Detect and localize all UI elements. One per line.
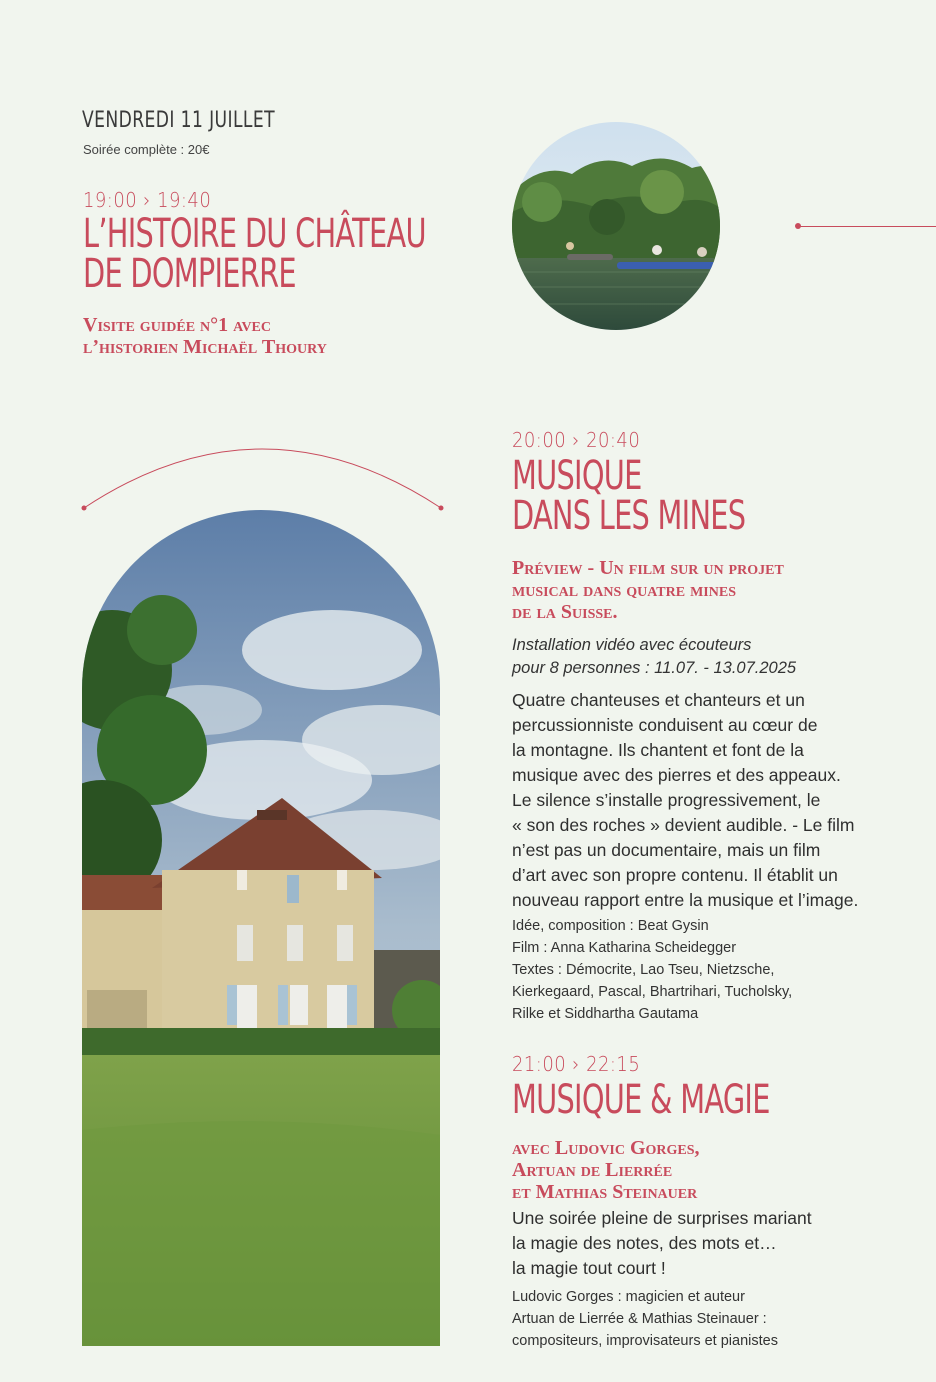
event3-credit-line-2: Artuan de Lierrée & Mathias Steinauer : (512, 1311, 767, 1327)
event2-credit-line-3: Textes : Démocrite, Lao Tseu, Nietzsche, (512, 962, 775, 978)
event2-body-line-7: n’est pas un documentaire, mais un film (512, 840, 821, 860)
event3-subtitle-line-3: et Mathias Steinauer (512, 1181, 698, 1203)
event2-italic-line-1: Installation vidéo avec écouteurs (512, 636, 752, 654)
event1-subtitle-line-2: l’historien Michaël Thoury (83, 336, 327, 358)
event2-body-line-1: Quatre chanteuses et chanteurs et un (512, 690, 805, 710)
event2-body-line-4: musique avec des pierres et des appeaux. (512, 765, 841, 785)
event-date: VENDREDI 11 JUILLET (82, 108, 275, 133)
event1-title-line-2: DE DOMPIERRE (83, 251, 296, 297)
event2-title (512, 453, 836, 539)
event3-credit-line-1: Ludovic Gorges : magicien et auteur (512, 1289, 745, 1305)
event2-credit-line-1: Idée, composition : Beat Gysin (512, 918, 709, 934)
event2-body-line-6: « son des roches » devient audible. - Le film (512, 815, 855, 835)
event2-credit-line-4: Kierkegaard, Pascal, Bhartrihari, Tucholsky, (512, 984, 793, 1000)
event2-credit-line-5: Rilke et Siddhartha Gautama (512, 1006, 699, 1022)
event2-description (512, 688, 858, 913)
event2-italic-line-2: pour 8 personnes : 11.07. - 13.07.2025 (512, 659, 797, 677)
canoe-photo (512, 122, 720, 330)
event3-subtitle-line-2: Artuan de Lierrée (512, 1159, 673, 1181)
event2-body-line-8: d’art avec son propre contenu. Il établit un (512, 865, 838, 885)
event2-time: 20:00 › 20:40 (512, 428, 641, 452)
event3-title (512, 1077, 870, 1123)
event1-subtitle-line-1: Visite guidée n°1 avec (83, 314, 272, 336)
event3-body-line-1: Une soirée pleine de surprises mariant (512, 1208, 812, 1228)
event3-credits (512, 1286, 778, 1352)
event2-subtitle-line-1: Préview - Un film sur un projet (512, 557, 784, 579)
event3-subtitle (512, 1137, 700, 1203)
event3-credit-line-3: compositeurs, improvisateurs et pianistes (512, 1333, 778, 1349)
event2-credit-line-2: Film : Anna Katharina Scheidegger (512, 940, 737, 956)
castle-photo (82, 510, 440, 1346)
event1-title-line-1: L’HISTOIRE DU CHÂTEAU (83, 211, 426, 257)
price-info: Soirée complète : 20€ (83, 142, 210, 157)
event3-time: 21:00 › 22:15 (512, 1052, 641, 1076)
event1-subtitle (83, 314, 327, 358)
event1-time: 19:00 › 19:40 (83, 188, 212, 212)
event2-body-line-5: Le silence s’installe progressivement, le (512, 790, 821, 810)
event2-title-line-2: DANS LES MINES (512, 493, 746, 539)
event2-subtitle-line-2: musical dans quatre mines (512, 579, 736, 601)
event2-subtitle-line-3: de la Suisse. (512, 601, 618, 623)
event2-body-line-2: percussionniste conduisent au cœur de (512, 715, 818, 735)
event2-body-line-9: nouveau rapport entre la musique et l’image. (512, 890, 859, 910)
event3-body-line-3: la magie tout court ! (512, 1258, 666, 1278)
event1-title (83, 211, 559, 297)
event3-description (512, 1206, 812, 1281)
event2-credits (512, 915, 792, 1025)
event2-title-line-1: MUSIQUE (512, 453, 642, 499)
event3-body-line-2: la magie des notes, des mots et… (512, 1233, 777, 1253)
event2-subtitle (512, 557, 784, 623)
event3-title-line-1: MUSIQUE & MAGIE (512, 1077, 770, 1123)
event2-installation (512, 634, 796, 680)
decorative-dot (795, 223, 801, 229)
event3-subtitle-line-1: avec Ludovic Gorges, (512, 1137, 700, 1159)
decorative-line (796, 226, 936, 227)
event2-body-line-3: la montagne. Ils chantent et font de la (512, 740, 804, 760)
arch-curve (80, 430, 445, 515)
